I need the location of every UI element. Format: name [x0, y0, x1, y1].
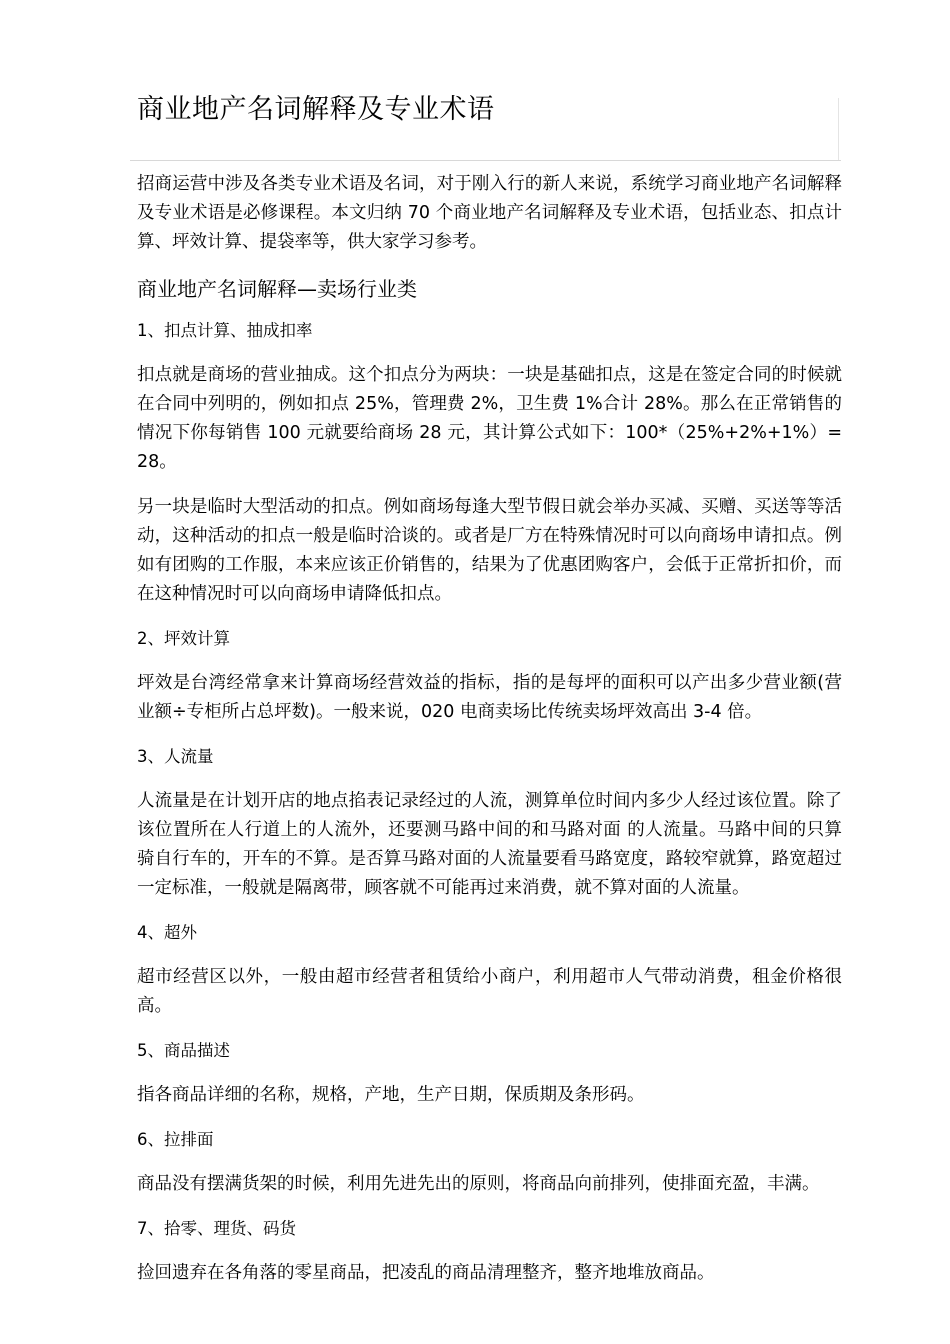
section-heading: 商业地产名词解释—卖场行业类	[137, 277, 417, 301]
title-divider	[130, 160, 841, 161]
term-paragraph: 指各商品详细的名称，规格，产地，生产日期，保质期及条形码。	[137, 1085, 645, 1105]
term-paragraph: 人流量是在计划开店的地点掐表记录经过的人流，测算单位时间内多少人经过该位置。除了该位置所在人行道上的人流外，还要测马路中间的和马路对面 的人流量。马路中间的只算骑自行车的，开车的不算。是否算马路对面的人流量要看马路宽度，路较窄就算，路宽超过一定标准，一般就是隔离带，顾客就不可能再过来消费，就不算对面的人流量。	[137, 791, 842, 898]
term-heading: 6、拉排面	[137, 1130, 214, 1149]
term-item-2	[137, 625, 842, 727]
term-item-6	[137, 1126, 842, 1199]
term-item-1	[137, 317, 842, 609]
term-item-7	[137, 1215, 842, 1288]
term-item-5	[137, 1037, 842, 1110]
document-body	[137, 170, 842, 1304]
term-paragraph: 坪效是台湾经常拿来计算商场经营效益的指标，指的是每坪的面积可以产出多少营业额(营业额÷专柜所占总坪数)。一般来说，020 电商卖场比传统卖场坪效高出 3-4 倍。	[137, 673, 842, 722]
document-title: 商业地产名词解释及专业术语	[137, 94, 495, 125]
term-heading: 3、人流量	[137, 747, 214, 766]
term-heading: 2、坪效计算	[137, 629, 230, 648]
term-paragraph: 超市经营区以外，一般由超市经营者租赁给小商户，利用超市人气带动消费，租金价格很高。	[137, 967, 842, 1016]
term-heading: 4、超外	[137, 923, 197, 942]
term-heading: 1、扣点计算、抽成扣率	[137, 321, 313, 340]
term-item-3	[137, 743, 842, 903]
term-paragraph: 另一块是临时大型活动的扣点。例如商场每逢大型节假日就会举办买减、买赠、买送等等活动，这种活动的扣点一般是临时洽谈的。或者是厂方在特殊情况时可以向商场申请扣点。例如有团购的工作服，本来应该正价销售的，结果为了优惠团购客户，会低于正常折扣价，而在这种情况时可以向商场申请降低扣点。	[137, 497, 842, 604]
term-paragraph: 捡回遗弃在各角落的零星商品，把凌乱的商品清理整齐，整齐地堆放商品。	[137, 1263, 715, 1283]
term-heading: 7、拾零、理货、码货	[137, 1219, 296, 1238]
term-heading: 5、商品描述	[137, 1041, 230, 1060]
term-paragraph: 扣点就是商场的营业抽成。这个扣点分为两块：一块是基础扣点，这是在签定合同的时候就在合同中列明的，例如扣点 25%，管理费 2%，卫生费 1%合计 28%。那么在正常销售的情况下你每销售 100 元就要给商场 28 元，其计算公式如下：100*（25%+2%+1%）=28。	[137, 365, 842, 472]
title-divider-vertical	[838, 98, 839, 160]
term-paragraph: 商品没有摆满货架的时候，利用先进先出的原则，将商品向前排列，使排面充盈，丰满。	[137, 1174, 820, 1194]
intro-paragraph: 招商运营中涉及各类专业术语及名词，对于刚入行的新人来说，系统学习商业地产名词解释及专业术语是必修课程。本文归纳 70 个商业地产名词解释及专业术语，包括业态、扣点计算、坪效计算、提袋率等，供大家学习参考。	[137, 174, 843, 252]
term-item-4	[137, 919, 842, 1021]
